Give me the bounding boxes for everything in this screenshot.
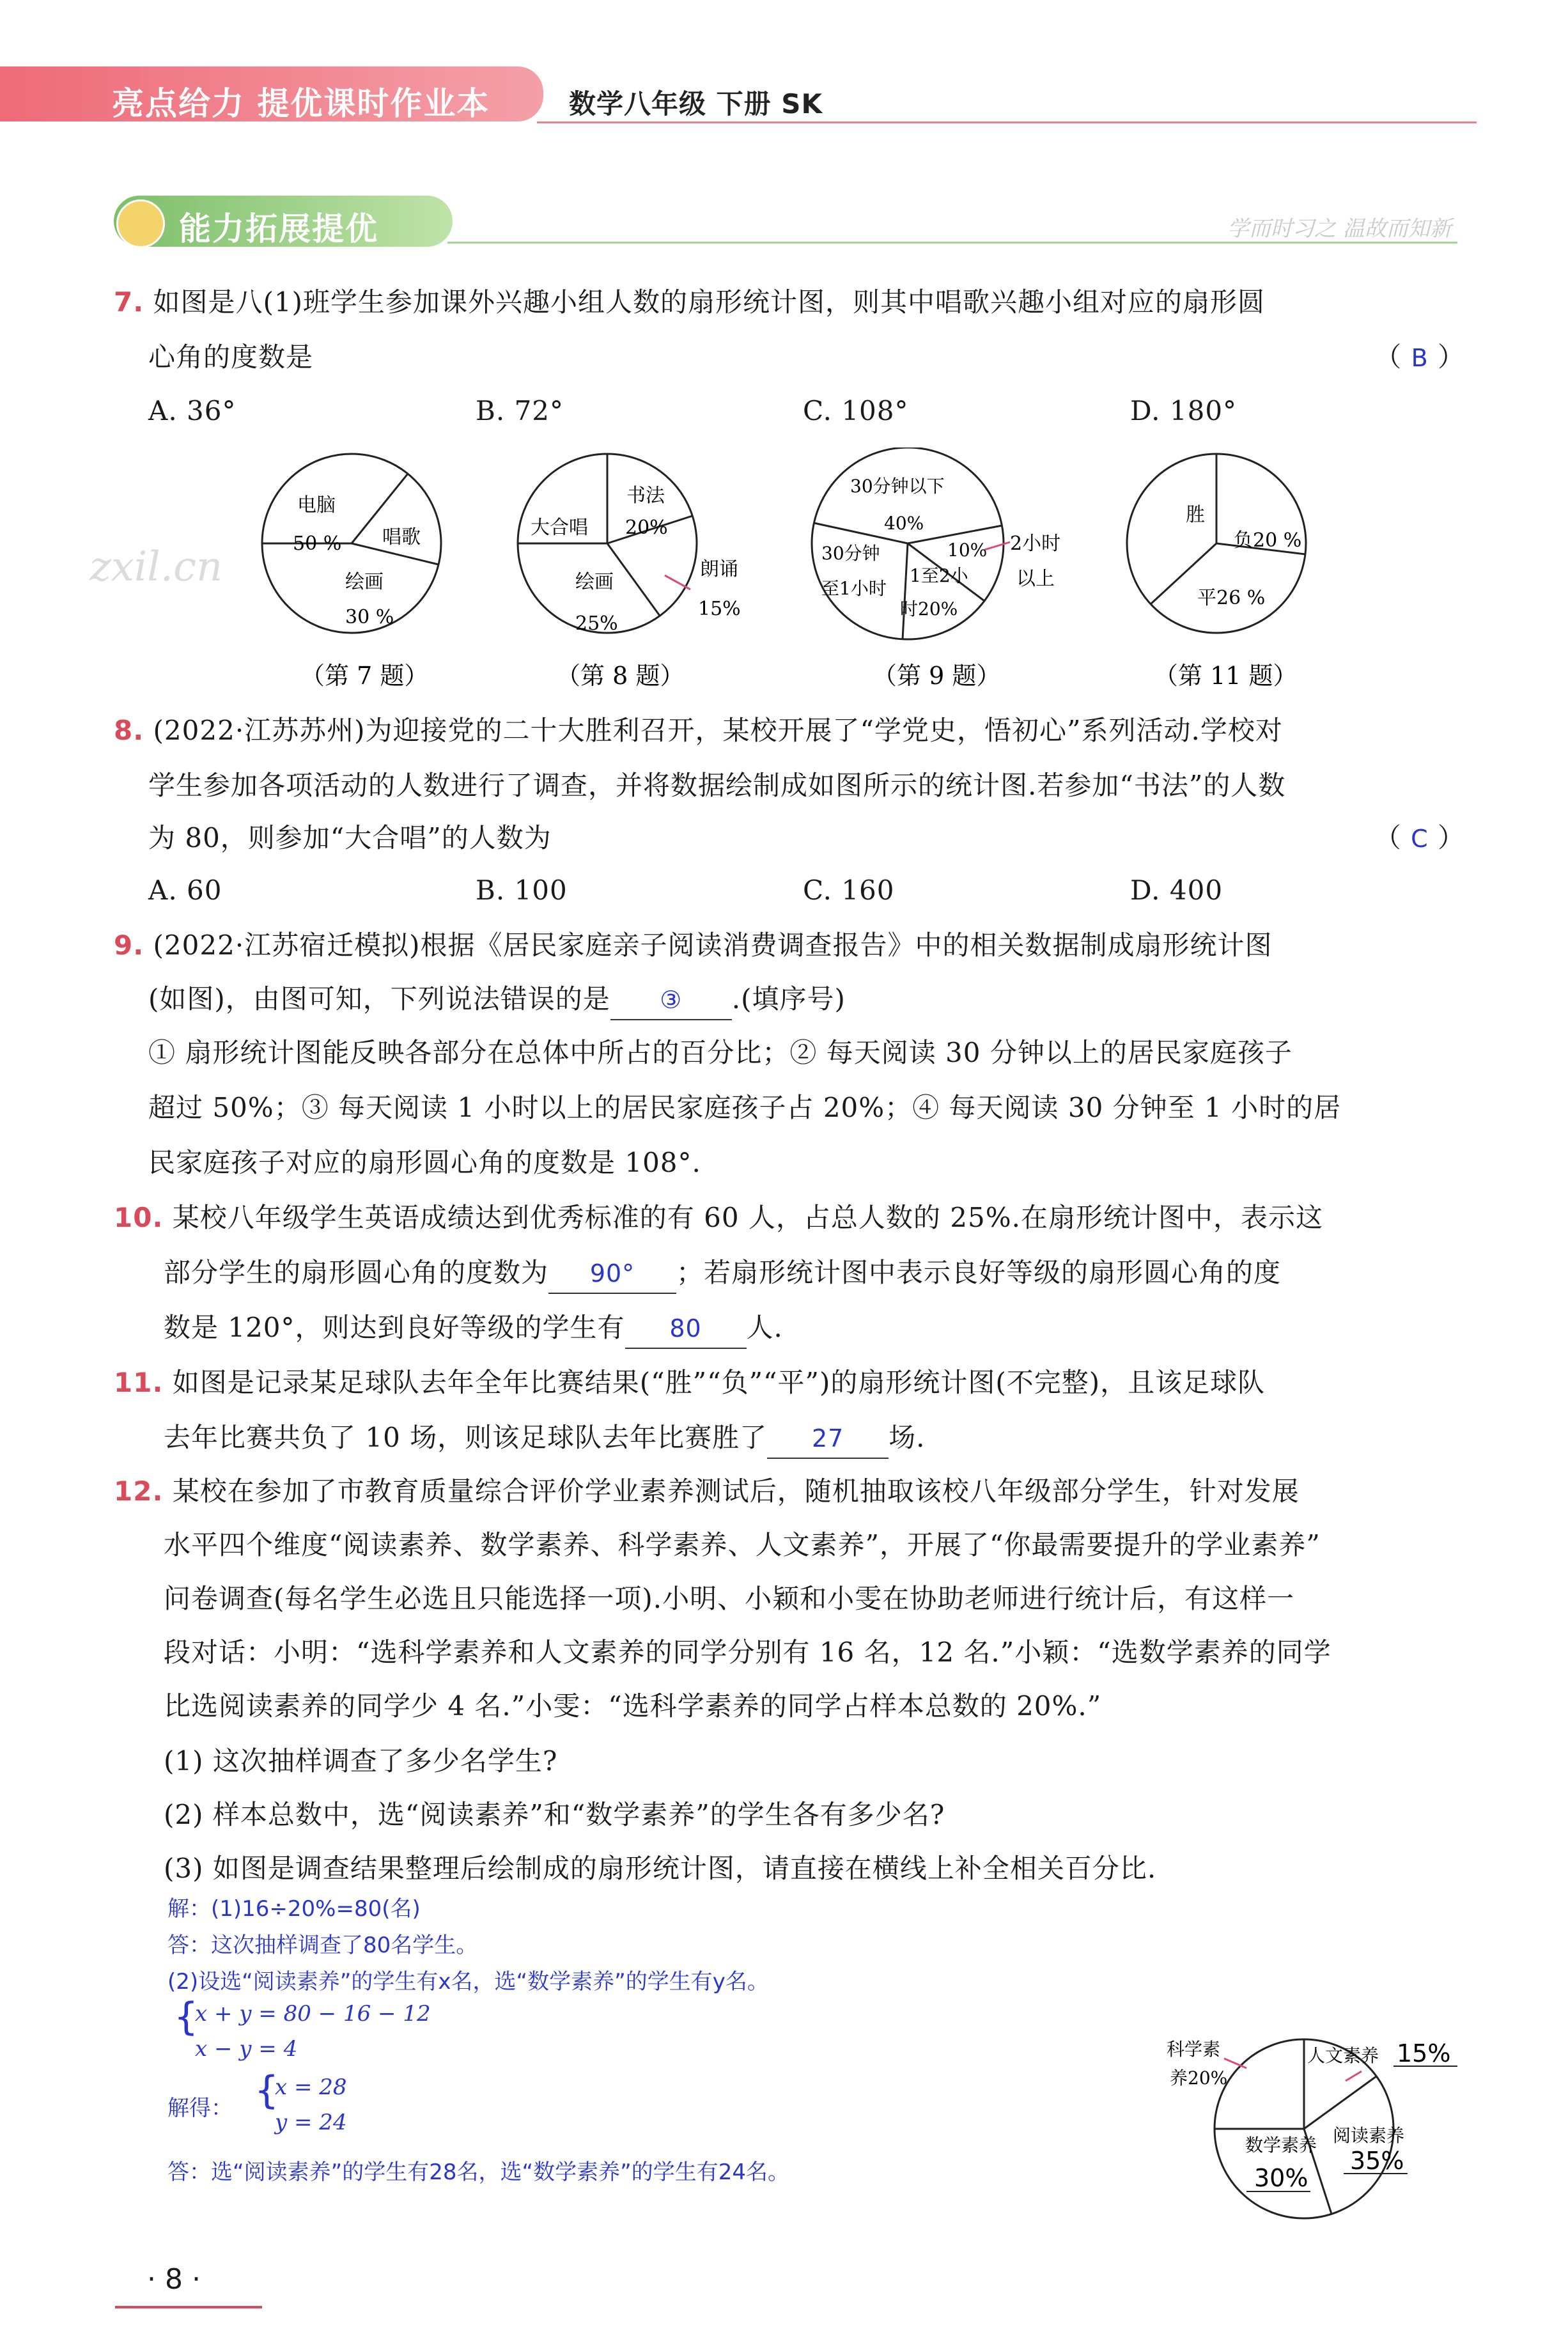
question-text: 人. bbox=[746, 1312, 783, 1343]
answer-blank bbox=[610, 980, 732, 1020]
slice-label: 朗诵 bbox=[700, 558, 738, 580]
answer-bracket: （ B ） bbox=[1374, 341, 1465, 373]
question-text: 段对话：小明：“选科学素养和人文素养的同学分别有 16 名，12 名.”小颖：“选数学素养的同学 bbox=[164, 1637, 1331, 1668]
question-12 bbox=[114, 1464, 1463, 1519]
label-leader bbox=[984, 542, 1010, 550]
question-text: 去年比赛共负了 10 场，则该足球队去年比赛胜了 bbox=[164, 1422, 768, 1453]
question-text: ① 扇形统计图能反映各部分在总体中所占的百分比；② 每天阅读 30 分钟以上的居民家庭孩子 bbox=[148, 1037, 1292, 1068]
equation: x − y = 4 bbox=[195, 2036, 298, 2062]
slice-label: 25% bbox=[575, 612, 618, 635]
slice-label: 绘画 bbox=[575, 571, 614, 593]
slice-label: 50 % bbox=[293, 533, 342, 555]
option: B. 72° bbox=[476, 395, 564, 426]
question-text: 问卷调查(每名学生必选且只能选择一项).小明、小颖和小雯在协助老师进行统计后，有这样一 bbox=[164, 1583, 1295, 1614]
result: y = 24 bbox=[275, 2110, 347, 2135]
question-text: 某校在参加了市教育质量综合评价学业素养测试后，随机抽取该校八年级部分学生，针对发展 bbox=[172, 1475, 1300, 1507]
slice-edge bbox=[607, 543, 660, 616]
solution-line: 解：(1)16÷20%=80(名) bbox=[167, 1896, 421, 1922]
slice-label: 唱歌 bbox=[382, 526, 421, 549]
question-text: 为 80，则参加“大合唱”的人数为 bbox=[148, 822, 552, 853]
slice-label: 胜 bbox=[1186, 504, 1205, 526]
question-text: 水平四个维度“阅读素养、数学素养、科学素养、人文素养”，开展了“你最需要提升的学业素养” bbox=[164, 1529, 1321, 1560]
slice-label: 2小时 bbox=[1010, 533, 1061, 555]
question-text: 场. bbox=[889, 1422, 926, 1453]
option: C. 160 bbox=[803, 875, 895, 906]
header-divider bbox=[537, 121, 1477, 123]
question-text: (2022·江苏苏州)为迎接党的二十大胜利召开，某校开展了“学党史，悟初心”系列活动.学校对 bbox=[153, 715, 1283, 746]
page-number: · 8 · bbox=[147, 2263, 201, 2296]
slice-label: 平26 % bbox=[1197, 587, 1266, 609]
answer: 27 bbox=[811, 1424, 844, 1452]
slice-label: 15% bbox=[698, 598, 741, 620]
question-text: 部分学生的扇形圆心角的度数为 bbox=[164, 1257, 549, 1288]
question-text: 如图是记录某足球队去年全年比赛结果(“胜”“负”“平”)的扇形统计图(不完整)，且该足球队 bbox=[172, 1367, 1266, 1398]
question-10-line2 bbox=[164, 1245, 1468, 1300]
question-text: (2022·江苏宿迁模拟)根据《居民家庭亲子阅读消费调查报告》中的相关数据制成扇形统计图 bbox=[153, 930, 1273, 961]
pie-chart-9 bbox=[812, 447, 1060, 690]
question-text: 某校八年级学生英语成绩达到优秀标准的有 60 人，占总人数的 25%.在扇形统计图中，表示这 bbox=[172, 1202, 1323, 1233]
question-text: 民家庭孩子对应的扇形圆心角的度数是 108°. bbox=[148, 1147, 701, 1178]
question-10 bbox=[114, 1190, 1463, 1245]
question-7 bbox=[114, 275, 1463, 330]
slice-edge bbox=[903, 543, 908, 639]
slice-label: 人文素养 bbox=[1307, 2045, 1379, 2066]
chart-caption: （第 8 题） bbox=[556, 662, 685, 690]
answer: C bbox=[1411, 825, 1429, 853]
header-subject: 数学八年级 下册 SK bbox=[569, 88, 823, 120]
question-number: 11. bbox=[114, 1367, 164, 1398]
pie-chart-12 bbox=[1151, 1969, 1470, 2225]
option: B. 100 bbox=[476, 875, 568, 906]
answer-percent: 30% bbox=[1254, 2164, 1308, 2192]
question-7-line2 bbox=[148, 330, 1465, 385]
question-text: .(填序号) bbox=[731, 983, 846, 1015]
charts-row bbox=[243, 447, 1496, 703]
slice-label: 阅读素养 bbox=[1333, 2125, 1405, 2146]
question-text: 如图是八(1)班学生参加课外兴趣小组人数的扇形统计图，则其中唱歌兴趣小组对应的扇形圆 bbox=[153, 286, 1266, 318]
slice-label: 1至2小 bbox=[910, 565, 968, 586]
question-11 bbox=[114, 1355, 1463, 1410]
answer: ③ bbox=[660, 986, 683, 1014]
question-text: 心角的度数是 bbox=[148, 341, 314, 373]
question-text: 学生参加各项活动的人数进行了调查，并将数据绘制成如图所示的统计图.若参加“书法”的人数 bbox=[148, 770, 1286, 801]
chart-caption: （第 9 题） bbox=[873, 662, 1001, 690]
header-title: 亮点给力 提优课时作业本 bbox=[112, 85, 490, 122]
slice-label: 电脑 bbox=[297, 494, 336, 517]
question-number: 12. bbox=[114, 1475, 164, 1507]
section-title: 能力拓展提优 bbox=[179, 210, 378, 247]
option: D. 400 bbox=[1130, 875, 1223, 906]
sub-question-1: (1) 这次抽样调查了多少名学生? bbox=[164, 1745, 558, 1777]
slice-edge bbox=[1304, 2076, 1376, 2129]
slice-label: 30分钟 bbox=[821, 543, 880, 564]
question-number: 8. bbox=[114, 715, 144, 746]
slice-label: 30 % bbox=[345, 606, 394, 628]
sub-question-2: (2) 样本总数中，选“阅读素养”和“数学素养”的学生各有多少名? bbox=[164, 1799, 945, 1830]
result: x = 28 bbox=[275, 2074, 347, 2100]
answer-blank bbox=[548, 1254, 676, 1294]
answer-blank bbox=[625, 1309, 747, 1349]
question-9 bbox=[114, 918, 1463, 973]
page-number-underline bbox=[115, 2306, 262, 2308]
question-8 bbox=[114, 703, 1463, 758]
equation-brace: { bbox=[254, 2068, 279, 2113]
pie-chart-8 bbox=[518, 454, 741, 690]
sub-question-3: (3) 如图是调查结果整理后绘制成的扇形统计图，请直接在横线上补全相关百分比. bbox=[164, 1853, 1157, 1884]
question-text: ；若扇形统计图中表示良好等级的扇形圆心角的度 bbox=[676, 1257, 1282, 1288]
slice-label: 30分钟以下 bbox=[850, 476, 945, 497]
option: A. 60 bbox=[148, 875, 222, 906]
answer: B bbox=[1411, 344, 1429, 372]
answer-bracket: （ C ） bbox=[1374, 822, 1465, 853]
question-number: 10. bbox=[114, 1202, 164, 1233]
slice-label: 绘画 bbox=[345, 571, 384, 593]
pie-chart-7 bbox=[262, 454, 441, 690]
question-10-line3 bbox=[164, 1300, 1468, 1355]
section-motto: 学而时习之 温故而知新 bbox=[1227, 216, 1452, 242]
slice-label: 至1小时 bbox=[821, 578, 887, 599]
equation-brace: { bbox=[174, 1995, 199, 2039]
slice-label: 10% bbox=[947, 540, 988, 561]
question-number: 7. bbox=[114, 286, 144, 318]
slice-label: 大合唱 bbox=[531, 517, 588, 539]
solution-line: 答：选“阅读素养”的学生有28名，选“数学素养”的学生有24名。 bbox=[167, 2160, 789, 2185]
slice-label: 时20% bbox=[900, 598, 958, 619]
question-number: 9. bbox=[114, 930, 144, 961]
slice-label: 数学素养 bbox=[1245, 2135, 1317, 2156]
slice-label: 以上 bbox=[1016, 568, 1055, 590]
option: D. 180° bbox=[1130, 395, 1238, 426]
answer-blank bbox=[767, 1419, 889, 1459]
answer-percent: 35% bbox=[1350, 2147, 1404, 2175]
pie-chart-11 bbox=[1127, 454, 1306, 690]
question-text: 超过 50%；③ 每天阅读 1 小时以上的居民家庭孩子占 20%；④ 每天阅读 30 分钟至 1 小时的居 bbox=[148, 1092, 1342, 1123]
slice-label: 书法 bbox=[626, 485, 665, 507]
slice-label: 负20 % bbox=[1234, 529, 1302, 552]
equation: x + y = 80 − 16 − 12 bbox=[195, 2001, 431, 2027]
magnifier-icon bbox=[116, 199, 165, 248]
label-leader bbox=[1346, 2071, 1362, 2081]
question-9-line2 bbox=[148, 972, 1465, 1027]
question-8-line3 bbox=[148, 811, 1465, 866]
slice-label: 养20% bbox=[1170, 2067, 1228, 2089]
question-11-line2 bbox=[164, 1410, 1468, 1465]
chart-caption: （第 7 题） bbox=[300, 662, 429, 690]
option: A. 36° bbox=[148, 395, 237, 426]
question-text: 比选阅读素养的同学少 4 名.”小雯：“选科学素养的同学占样本总数的 20%.” bbox=[164, 1690, 1102, 1722]
question-text: (如图)，由图可知，下列说法错误的是 bbox=[148, 983, 610, 1015]
slice-label: 科学素 bbox=[1167, 2039, 1221, 2060]
label-leader bbox=[665, 575, 690, 589]
solution-line: 解得： bbox=[167, 2096, 233, 2121]
solution-line: 答：这次抽样调查了80名学生。 bbox=[167, 1933, 478, 1958]
slice-label: 20% bbox=[625, 517, 668, 539]
option: C. 108° bbox=[803, 395, 909, 426]
chart-caption: （第 11 题） bbox=[1154, 662, 1298, 690]
answer-percent: 15% bbox=[1397, 2039, 1451, 2067]
question-text: 数是 120°，则达到良好等级的学生有 bbox=[164, 1312, 625, 1343]
answer: 90° bbox=[589, 1259, 635, 1288]
answer: 80 bbox=[669, 1314, 702, 1342]
watermark: zxil.cn bbox=[89, 543, 223, 591]
slice-label: 40% bbox=[884, 513, 924, 534]
solution-line: (2)设选“阅读素养”的学生有x名，选“数学素养”的学生有y名。 bbox=[167, 1969, 769, 1995]
